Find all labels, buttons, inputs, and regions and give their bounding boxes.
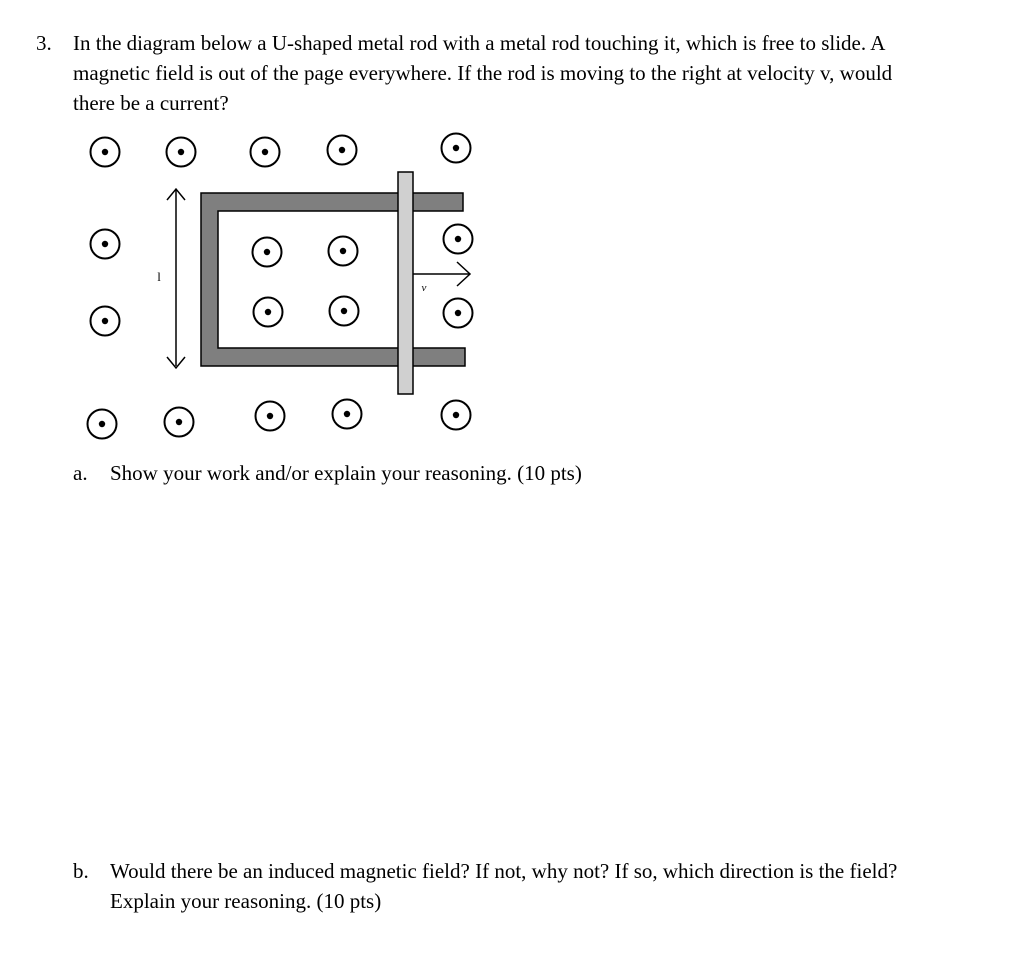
length-arrow — [167, 189, 185, 368]
field-out-icon — [256, 402, 285, 431]
u-shaped-rail — [201, 193, 465, 366]
field-out-icon — [333, 400, 362, 429]
field-out-icon — [165, 408, 194, 437]
question-line-3: there be a current? — [73, 91, 229, 115]
velocity-label: v — [421, 282, 427, 294]
field-out-icon — [330, 297, 359, 326]
field-symbols — [88, 134, 473, 439]
field-out-icon — [444, 299, 473, 328]
part-b-line-2: Explain your reasoning. (10 pts) — [110, 889, 382, 913]
field-out-icon — [329, 237, 358, 266]
sliding-rod — [398, 172, 413, 394]
length-label: l — [157, 269, 161, 284]
question-line-1: In the diagram below a U-shaped metal rod with a metal rod touching it, which is free to slide. A — [73, 31, 886, 55]
part-a — [73, 458, 973, 488]
field-out-icon — [253, 238, 282, 267]
part-b-marker: b. — [73, 859, 89, 883]
field-out-icon — [328, 136, 357, 165]
part-b-line-1: Would there be an induced magnetic field? If not, why not? If so, which direction is the field? — [110, 859, 898, 883]
field-out-icon — [91, 230, 120, 259]
field-out-icon — [444, 225, 473, 254]
field-out-icon — [167, 138, 196, 167]
field-out-icon — [91, 138, 120, 167]
part-b — [73, 856, 1013, 916]
question-line-2: magnetic field is out of the page everywhere. If the rod is moving to the right at velocity v, would — [73, 61, 893, 85]
field-out-icon — [251, 138, 280, 167]
field-out-icon — [442, 401, 471, 430]
question-number: 3. — [36, 31, 52, 55]
field-out-icon — [254, 298, 283, 327]
field-out-icon — [91, 307, 120, 336]
part-a-marker: a. — [73, 461, 88, 485]
field-out-icon — [88, 410, 117, 439]
field-out-icon — [442, 134, 471, 163]
part-b-text — [110, 856, 897, 916]
part-a-text: Show your work and/or explain your reasoning. (10 pts) — [110, 461, 582, 485]
